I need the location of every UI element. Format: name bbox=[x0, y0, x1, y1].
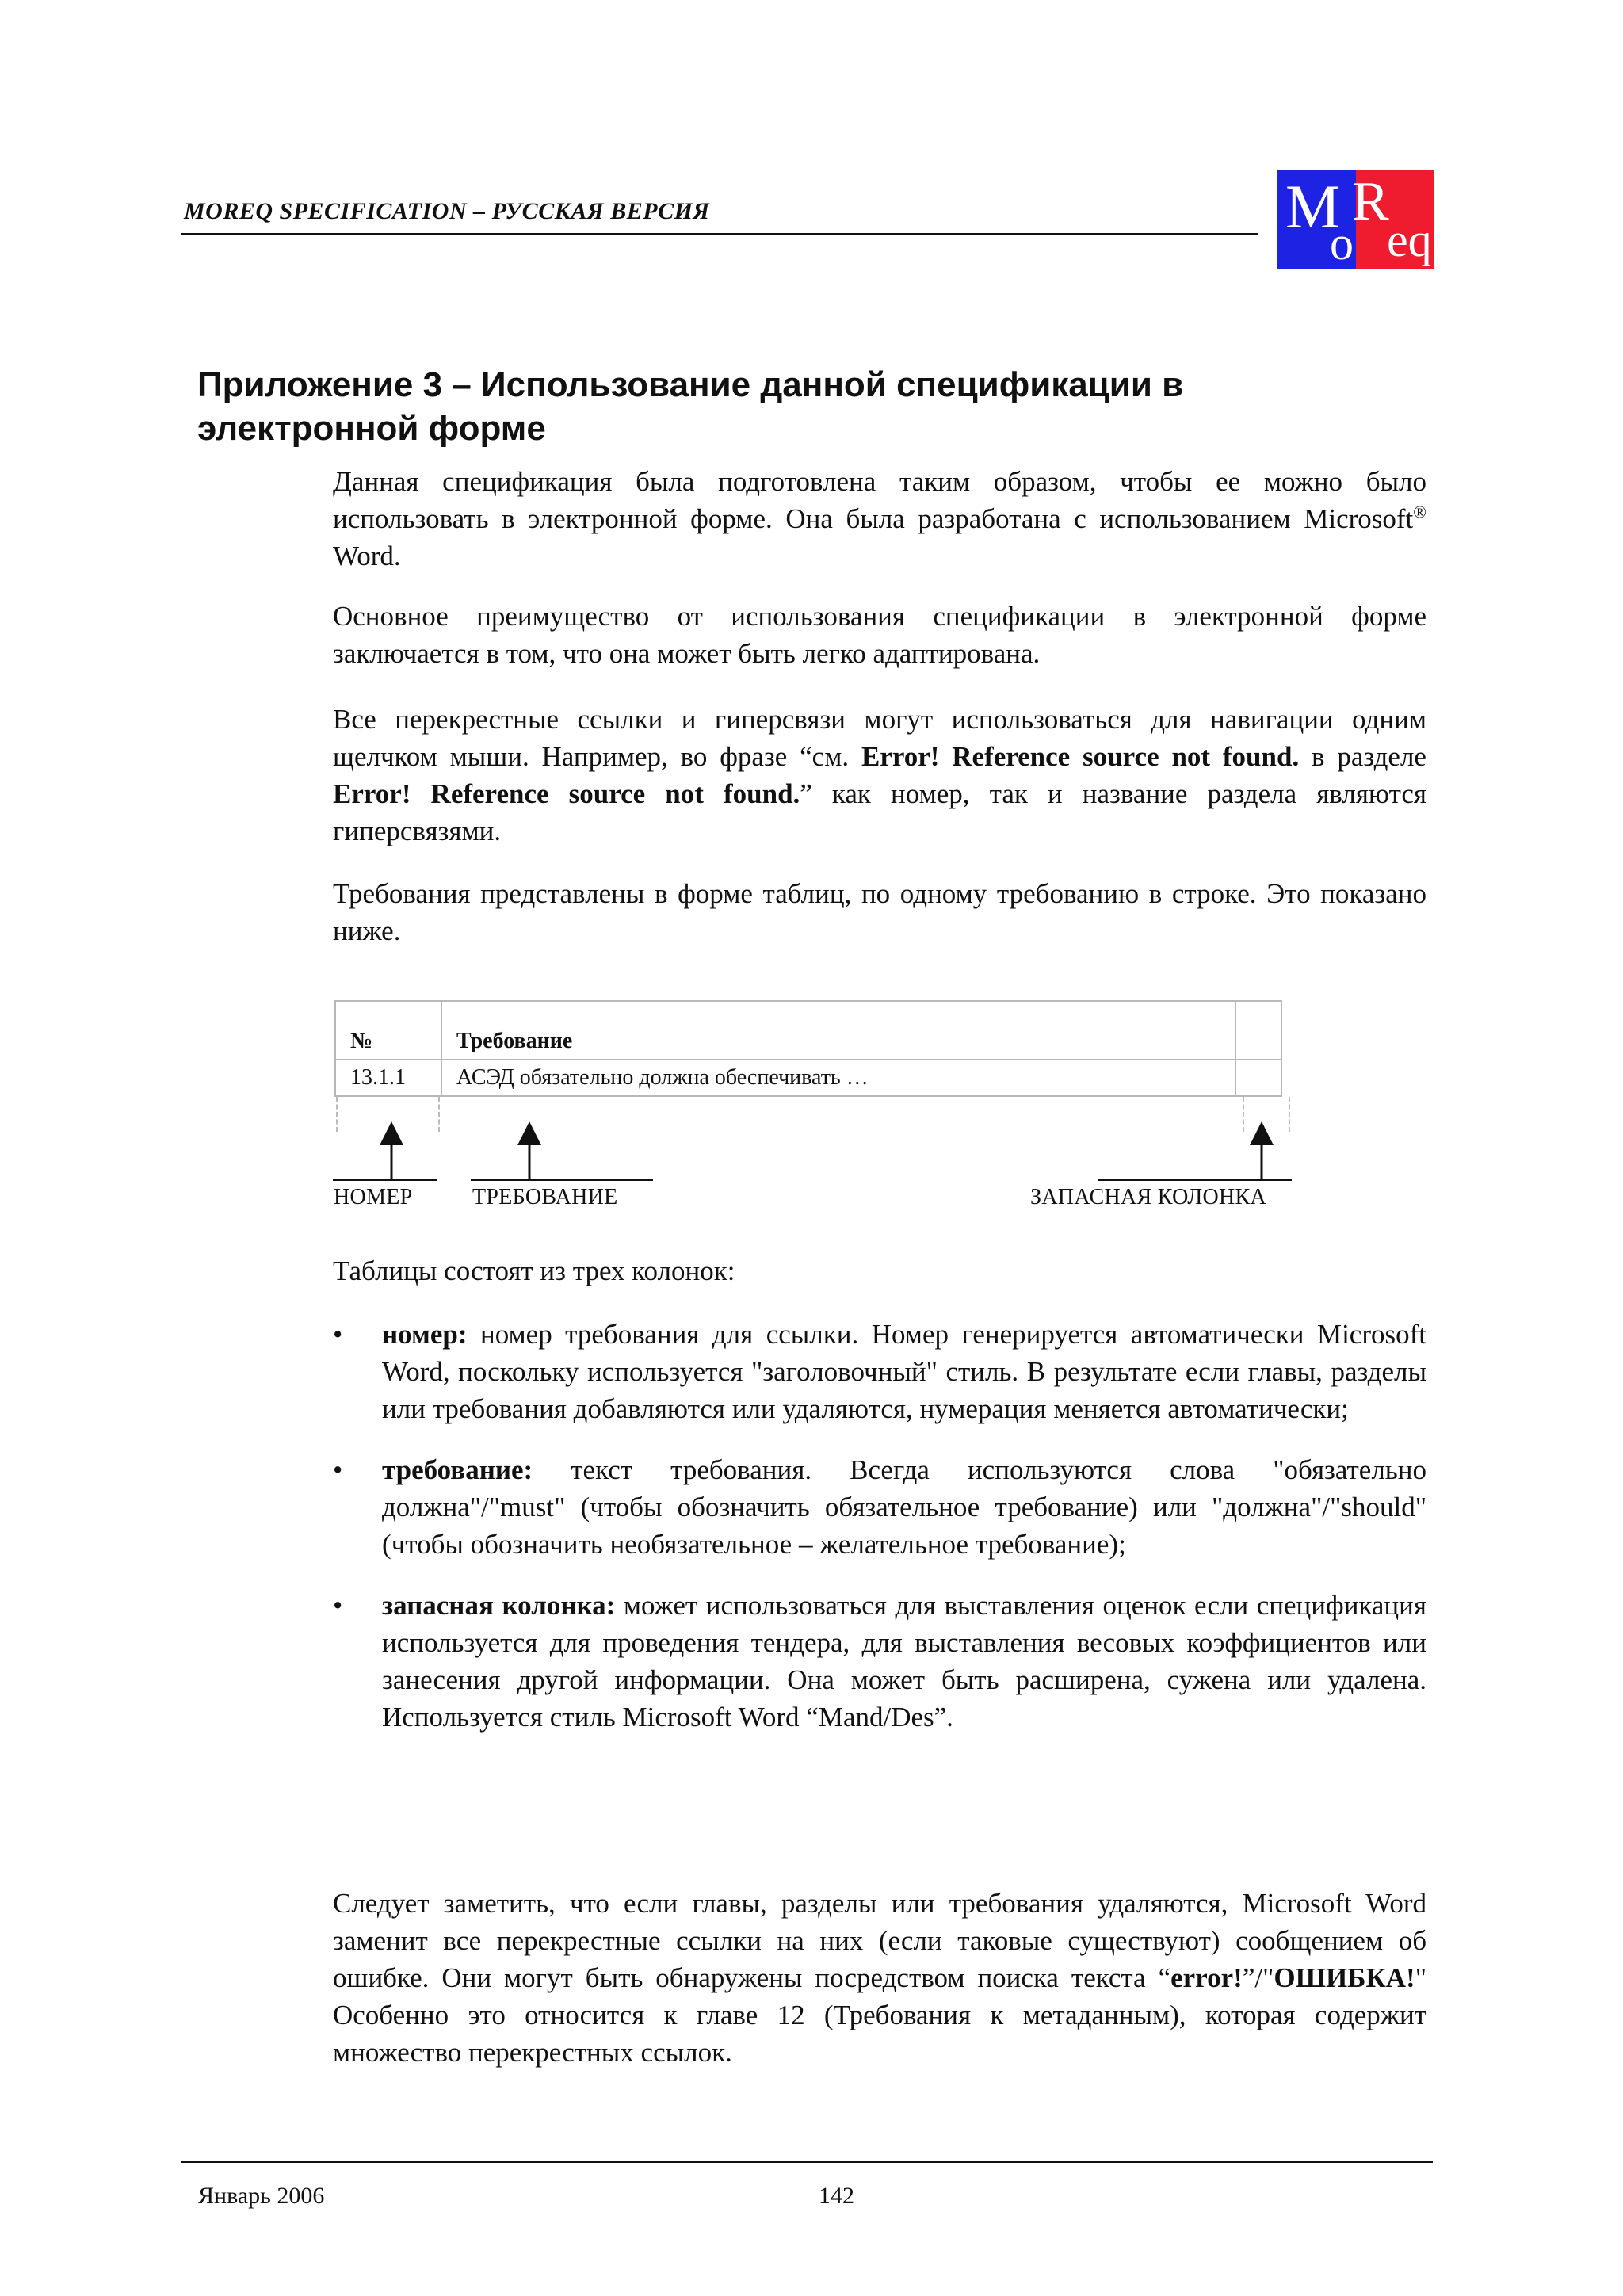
bullet-icon: • bbox=[333, 1590, 343, 1621]
list-item bbox=[333, 1587, 1426, 1736]
paragraph-4 bbox=[333, 875, 1426, 949]
appendix-heading: Приложение 3 – Использование данной спецификации в электронной форме bbox=[197, 365, 1184, 448]
table-header-spare bbox=[1235, 1001, 1281, 1060]
paragraph-4-text: Требования представлены в форме таблиц, по одному требованию в строке. Это показано ниже. bbox=[333, 878, 1426, 946]
table-cell-requirement: АСЭД обязательно должна обеспечивать … bbox=[441, 1060, 1235, 1096]
paragraph-2-text: Основное преимущество от использования спецификации в электронной форме заключается в том, что она может быть легко адаптирована. bbox=[333, 601, 1426, 669]
list-item-term: номер: bbox=[382, 1319, 468, 1350]
list-item-term: запасная колонка: bbox=[382, 1590, 616, 1621]
table-header-row bbox=[335, 1001, 1281, 1060]
table-cell-spare bbox=[1235, 1060, 1281, 1096]
paragraph-1-tail: Word. bbox=[333, 541, 401, 571]
label-spare-column: ЗАПАСНАЯ КОЛОНКА bbox=[1030, 1185, 1267, 1209]
paragraph-6-separator: ”/" bbox=[1242, 1962, 1274, 1993]
list-item-text: текст требования. Всегда используются слова "обязательно должна"/"must" (чтобы обозначить обязательное требование) или "должна"/"should" (чтобы обозначить необязательное – желательное требование); bbox=[382, 1454, 1426, 1560]
table-dashed-line bbox=[336, 1097, 338, 1132]
search-term-oshibka: ОШИБКА! bbox=[1274, 1962, 1415, 1993]
paragraph-3 bbox=[333, 701, 1426, 850]
table-dashed-line bbox=[438, 1097, 440, 1132]
paragraph-3-text: Все перекрестные ссылки и гиперсвязи могут использоваться для навигации одним щелчком мыши. Например, во фразе “см. bbox=[333, 704, 1426, 772]
logo-mark bbox=[1277, 170, 1434, 269]
logo-letter-o: o bbox=[1330, 217, 1354, 269]
table-dashed-line bbox=[1243, 1097, 1244, 1132]
header-rule bbox=[181, 233, 1258, 235]
paragraph-3-mid: в разделе bbox=[1299, 741, 1426, 772]
logo-letter-r: R bbox=[1352, 171, 1389, 232]
label-number: НОМЕР bbox=[334, 1185, 413, 1209]
table-header-number: № bbox=[335, 1001, 441, 1060]
table-header-requirement: Требование bbox=[441, 1001, 1235, 1060]
bullet-icon: • bbox=[333, 1454, 343, 1485]
requirements-table-example bbox=[334, 1000, 1282, 1097]
paragraph-1 bbox=[333, 463, 1426, 575]
moreq-logo bbox=[1277, 170, 1434, 269]
paragraph-6-text: Следует заметить, что если главы, разделы или требования удаляются, Microsoft Word заменит все перекрестные ссылки на них (если таковые существуют) сообщением об ошибке. Они могут быть обнаружены посредством поиска текста “ bbox=[333, 1888, 1426, 1993]
paragraph-3-tail: ” как номер, так и название раздела являются гиперсвязями. bbox=[333, 778, 1426, 846]
logo-letters-eq: eq bbox=[1387, 214, 1432, 266]
paragraph-6-tail: " Особенно это относится к главе 12 (Требования к метаданным), которая содержит множество перекрестных ссылок. bbox=[333, 1962, 1426, 2068]
label-requirement: ТРЕБОВАНИЕ bbox=[472, 1185, 618, 1209]
list-item bbox=[333, 1451, 1426, 1563]
list-item bbox=[333, 1316, 1426, 1427]
paragraph-1-text: Данная спецификация была подготовлена таким образом, чтобы ее можно было использовать в электронной форме. Она была разработана с использованием Microsoft bbox=[333, 466, 1426, 534]
paragraph-2 bbox=[333, 598, 1426, 672]
cross-reference-link[interactable]: Error! Reference source not found. bbox=[333, 778, 800, 809]
cross-reference-link[interactable]: Error! Reference source not found. bbox=[861, 741, 1300, 772]
search-term-error: error! bbox=[1170, 1962, 1243, 1993]
footer-date: Январь 2006 bbox=[198, 2183, 325, 2209]
column-description-list bbox=[333, 1316, 1426, 1759]
paragraph-5 bbox=[333, 1252, 1426, 1289]
bullet-icon: • bbox=[333, 1319, 343, 1350]
page-number: 142 bbox=[819, 2183, 854, 2209]
list-item-text: может использоваться для выставления оценок если спецификация используется для проведения тендера, для выставления весовых коэффициентов или занесения другой информации. Она может быть расширена, сужена или удалена. Используется стиль Microsoft Word “Mand/Des”. bbox=[382, 1590, 1426, 1733]
list-item-term: требование: bbox=[382, 1454, 533, 1485]
registered-mark: ® bbox=[1413, 502, 1426, 522]
paragraph-5-text: Таблицы состоят из трех колонок: bbox=[333, 1255, 735, 1286]
footer-rule bbox=[181, 2161, 1433, 2163]
logo-letter-m: M bbox=[1285, 172, 1341, 241]
table-dashed-line bbox=[1289, 1097, 1290, 1132]
table-row bbox=[335, 1060, 1281, 1096]
table-cell-number: 13.1.1 bbox=[335, 1060, 441, 1096]
paragraph-6 bbox=[333, 1885, 1426, 2071]
list-item-text: номер требования для ссылки. Номер генерируется автоматически Microsoft Word, поскольку используется "заголовочный" стиль. В результате если главы, разделы или требования добавляются или удаляются, нумерация меняется автоматически; bbox=[382, 1319, 1426, 1424]
header-title: MOREQ SPECIFICATION – РУССКАЯ ВЕРСИЯ bbox=[184, 198, 710, 224]
